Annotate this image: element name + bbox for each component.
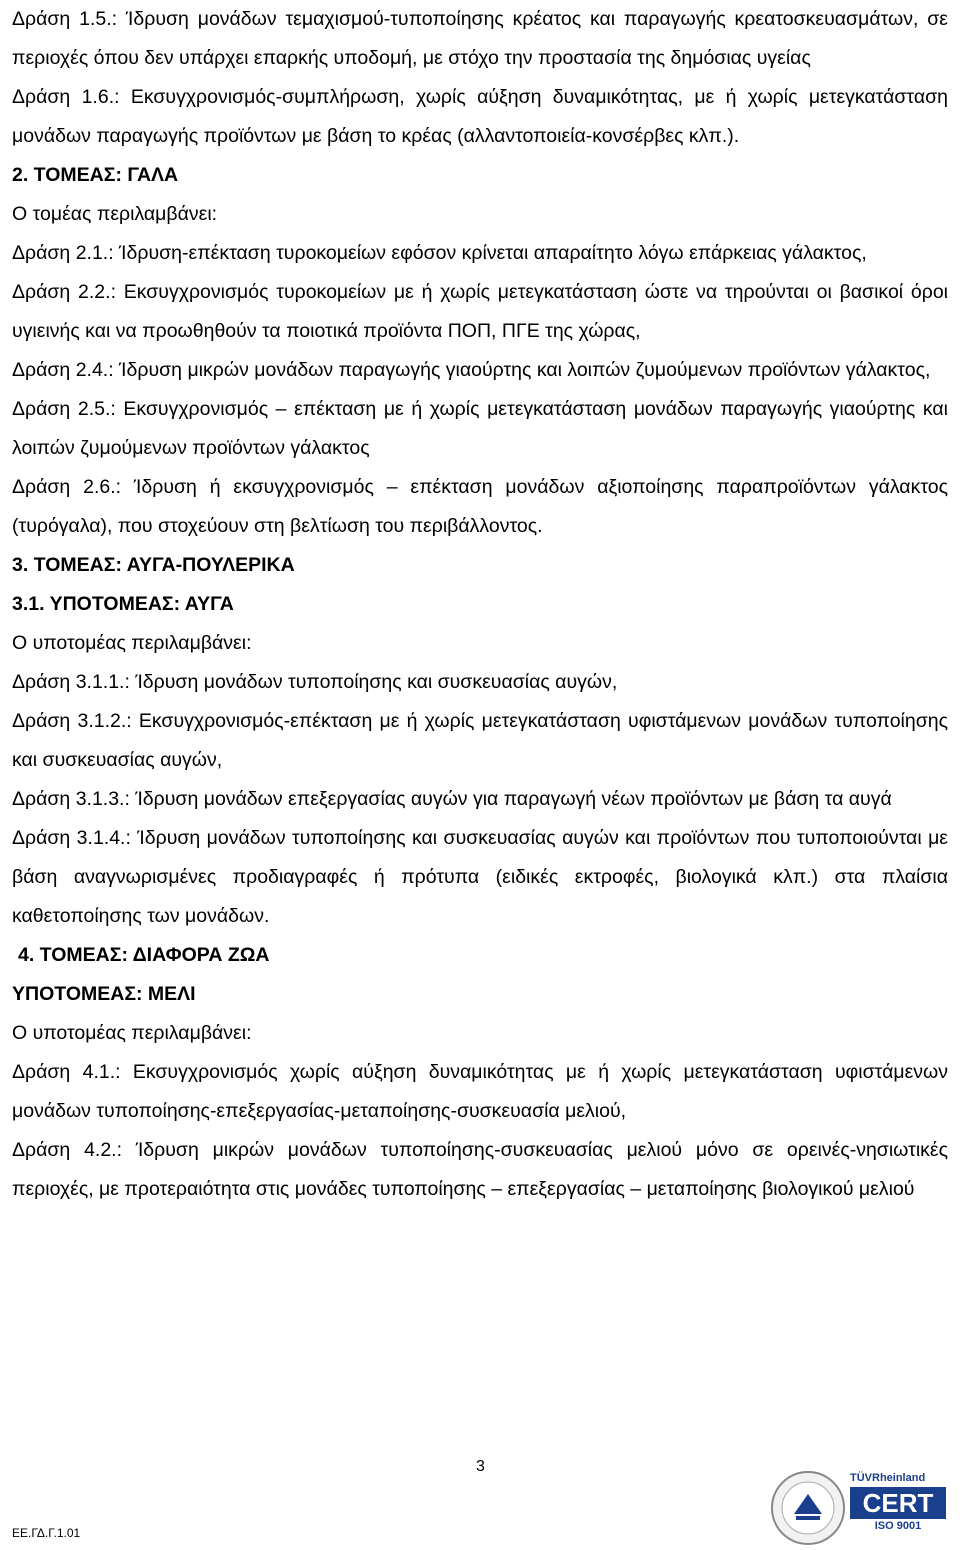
document-code: ΕΕ.ΓΔ.Γ.1.01 [12, 1526, 81, 1540]
paragraph-action-2-6: Δράση 2.6.: Ίδρυση ή εκσυγχρονισμός – επέκταση μονάδων αξιοποίησης παραπροϊόντων γάλακτος (τυρόγαλα), που στοχεύουν στη βελτίωση του περιβάλλοντος. [12, 476, 948, 537]
page-number: 3 [476, 1458, 485, 1475]
heading-sector-eggs-poultry: 3. ΤΟΜΕΑΣ: ΑΥΓΑ-ΠΟΥΛΕΡΙΚΑ [12, 554, 295, 576]
document-body [12, 0, 948, 1209]
cert-mark: CERT [850, 1487, 946, 1519]
paragraph-action-3-1-4: Δράση 3.1.4.: Ίδρυση μονάδων τυποποίησης και συσκευασίας αυγών και προϊόντων που τυποποιούνται με βάση αναγνωρισμένες προδιαγραφές ή πρότυπα (ειδικές εκτροφές, βιολογικά κλπ.) στα πλαίσια καθετοποίησης των μονάδων. [12, 827, 948, 927]
subsector-includes-label-2: Ο υποτομέας περιλαμβάνει: [12, 1022, 252, 1044]
heading-sector-milk: 2. ΤΟΜΕΑΣ: ΓΑΛΑ [12, 164, 179, 186]
certification-logo [770, 1470, 950, 1546]
heading-subsector-honey: ΥΠΟΤΟΜΕΑΣ: ΜΕΛΙ [12, 983, 196, 1005]
tuv-seal-icon [770, 1470, 846, 1546]
paragraph-action-3-1-1: Δράση 3.1.1.: Ίδρυση μονάδων τυποποίησης και συσκευασίας αυγών, [12, 671, 618, 693]
heading-subsector-eggs: 3.1. ΥΠΟΤΟΜΕΑΣ: ΑΥΓΑ [12, 593, 234, 615]
paragraph-action-2-1: Δράση 2.1.: Ίδρυση-επέκταση τυροκομείων εφόσον κρίνεται απαραίτητο λόγω επάρκειας γάλακτος, [12, 242, 867, 264]
paragraph-action-1-6: Δράση 1.6.: Εκσυγχρονισμός-συμπλήρωση, χωρίς αύξηση δυναμικότητας, με ή χωρίς μετεγκατάσταση μονάδων παραγωγής προϊόντων με βάση το κρέας (αλλαντοποιεία-κονσέρβες κλπ.). [12, 86, 948, 147]
paragraph-action-2-2: Δράση 2.2.: Εκσυγχρονισμός τυροκομείων με ή χωρίς μετεγκατάσταση ώστε να τηρούνται οι βασικοί όροι υγιεινής και να προωθηθούν τα ποιοτικά προϊόντα ΠΟΠ, ΠΓΕ της χώρας, [12, 281, 948, 342]
paragraph-action-3-1-2: Δράση 3.1.2.: Εκσυγχρονισμός-επέκταση με ή χωρίς μετεγκατάσταση υφιστάμενων μονάδων τυποποίησης και συσκευασίας αυγών, [12, 710, 948, 771]
paragraph-action-3-1-3: Δράση 3.1.3.: Ίδρυση μονάδων επεξεργασίας αυγών για παραγωγή νέων προϊόντων με βάση τα αυγά [12, 788, 892, 810]
paragraph-action-1-5: Δράση 1.5.: Ίδρυση μονάδων τεμαχισμού-τυποποίησης κρέατος και παραγωγής κρεατοσκευασμάτων, σε περιοχές όπου δεν υπάρχει επαρκής υποδομή, με στόχο την προστασία της δημόσιας υγείας [12, 8, 948, 69]
cert-standard: ISO 9001 [874, 1520, 922, 1532]
heading-sector-other-animals: 4. ΤΟΜΕΑΣ: ΔΙΑΦΟΡΑ ΖΩΑ [18, 944, 270, 966]
paragraph-action-4-1: Δράση 4.1.: Εκσυγχρονισμός χωρίς αύξηση δυναμικότητας με ή χωρίς μετεγκατάσταση υφιστάμενων μονάδων τυποποίησης-επεξεργασίας-μεταποίησης-συσκευασία μελιού, [12, 1061, 948, 1122]
paragraph-action-2-5: Δράση 2.5.: Εκσυγχρονισμός – επέκταση με ή χωρίς μετεγκατάσταση μονάδων παραγωγής γιαούρτης και λοιπών ζυμούμενων προϊόντων γάλακτος [12, 398, 948, 459]
subsector-includes-label: Ο υποτομέας περιλαμβάνει: [12, 632, 252, 654]
paragraph-action-4-2: Δράση 4.2.: Ίδρυση μικρών μονάδων τυποποίησης-συσκευασίας μελιού μόνο σε ορεινές-νησιωτικές περιοχές, με προτεραιότητα στις μονάδες τυποποίησης – επεξεργασίας – μεταποίησης βιολογικού μελιού [12, 1139, 948, 1200]
paragraph-action-2-4: Δράση 2.4.: Ίδρυση μικρών μονάδων παραγωγής γιαούρτης και λοιπών ζυμούμενων προϊόντων γάλακτος, [12, 359, 931, 381]
cert-brand: TÜVRheinland [850, 1472, 926, 1484]
sector-includes-label: Ο τομέας περιλαμβάνει: [12, 203, 218, 225]
